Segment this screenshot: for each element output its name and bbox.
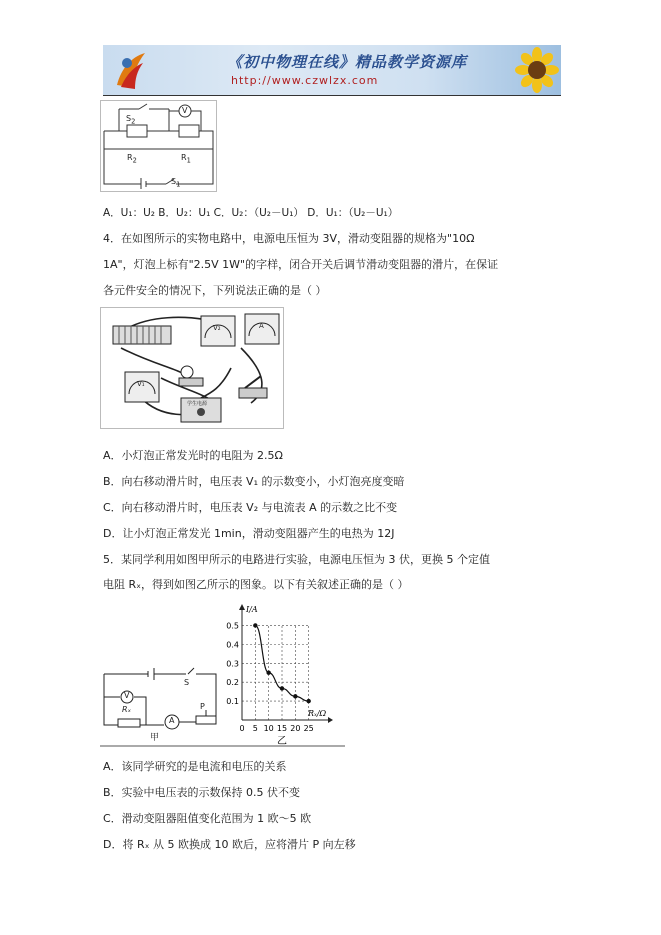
y-tick-label: 0.5: [226, 621, 239, 631]
x-tick-label: 25: [303, 724, 314, 733]
data-point: [280, 686, 284, 690]
q3-r1-label: $R_1$: [181, 153, 191, 165]
sunflower-icon: [515, 47, 559, 93]
q4-line-1: 4．在如图所示的实物电路中，电源电压恒为 3V，滑动变阻器的规格为"10Ω: [103, 232, 475, 245]
q4-circuit-figure: [100, 307, 284, 429]
q4-option-d: D．让小灯泡正常发光 1min，滑动变阻器产生的电热为 12J: [103, 527, 395, 540]
x-tick-label: 0: [239, 724, 245, 733]
x-tick-label: 10: [263, 724, 274, 733]
banner-title: 《初中物理在线》精品教学资源库: [227, 53, 468, 71]
q5-option-c: C．滑动变阻器阻值变化范围为 1 欧～5 欧: [103, 812, 312, 825]
q4-a-label: A: [259, 322, 264, 330]
q4-power-label: 学生电源: [187, 401, 208, 407]
q5-option-a: A．该同学研究的是电流和电压的关系: [103, 760, 287, 773]
q5-line-2: 电阻 Rₓ，得到如图乙所示的图象。以下有关叙述正确的是（ ）: [103, 578, 409, 591]
q5-option-d: D．将 Rₓ 从 5 欧换成 10 欧后，应将滑片 P 向左移: [103, 838, 356, 851]
q3-options: A．U₁：U₂ B．U₂：U₁ C．U₂：（U₂－U₁） D．U₁：（U₂－U₁）: [103, 207, 399, 219]
x-axis-label: Rₓ/Ω: [308, 709, 327, 718]
q4-option-b: B．向右移动滑片时，电压表 V₁ 的示数变小，小灯泡亮度变暗: [103, 475, 405, 488]
y-tick-label: 0.2: [226, 678, 239, 688]
q3-s2-label: $S_2$: [126, 114, 136, 126]
q3-voltmeter-label: V: [182, 106, 188, 115]
banner-url: http://www.czwlzx.com: [231, 74, 379, 87]
y-tick-label: 0.1: [226, 697, 239, 707]
q4-option-a: A．小灯泡正常发光时的电阻为 2.5Ω: [103, 449, 283, 462]
q3-s1-label: $S_1$: [171, 177, 181, 189]
y-axis-arrow: [239, 604, 245, 610]
q5-switch-label: S: [184, 678, 190, 687]
q5-figure: [100, 602, 345, 748]
q4-line-2: 1A"，灯泡上标有"2.5V 1W"的字样，闭合开关后调节滑动变阻器的滑片，在保证: [103, 258, 499, 271]
q5-option-b: B．实验中电压表的示数保持 0.5 伏不变: [103, 786, 301, 799]
q3-circuit-figure: [100, 100, 217, 192]
data-point: [253, 623, 257, 627]
q5-slider-label: P: [200, 702, 205, 711]
q5-rx-label: Rₓ: [122, 705, 132, 714]
header-banner: [103, 45, 561, 95]
q5-chart: [220, 602, 360, 748]
x-axis-arrow: [328, 717, 333, 723]
q5-circuit-caption: 甲: [150, 733, 160, 743]
y-axis-label: I/A: [246, 605, 258, 614]
q4-v1-label: V₁: [137, 380, 145, 388]
q3-r2-label: $R_2$: [127, 153, 137, 165]
y-tick-label: 0.4: [226, 640, 239, 650]
q5-ammeter-label: A: [169, 716, 175, 725]
data-point: [293, 694, 297, 698]
q4-option-c: C．向右移动滑片时，电压表 V₂ 与电流表 A 的示数之比不变: [103, 501, 398, 514]
q4-line-3: 各元件安全的情况下，下列说法正确的是（ ）: [103, 284, 327, 297]
x-tick-label: 5: [252, 724, 258, 733]
x-tick-label: 20: [290, 724, 301, 733]
q5-voltmeter-label: V: [124, 691, 130, 700]
header-divider: [103, 95, 561, 96]
x-tick-label: 15: [276, 724, 288, 733]
q4-v2-label: V₂: [213, 324, 221, 332]
q5-line-1: 5．某同学利用如图甲所示的电路进行实验，电源电压恒为 3 伏，更换 5 个定值: [103, 553, 490, 566]
logo-icon: [111, 49, 151, 91]
data-point: [306, 699, 310, 703]
chart-caption: 乙: [277, 736, 287, 747]
y-tick-label: 0.3: [226, 659, 239, 669]
data-point: [266, 671, 270, 675]
